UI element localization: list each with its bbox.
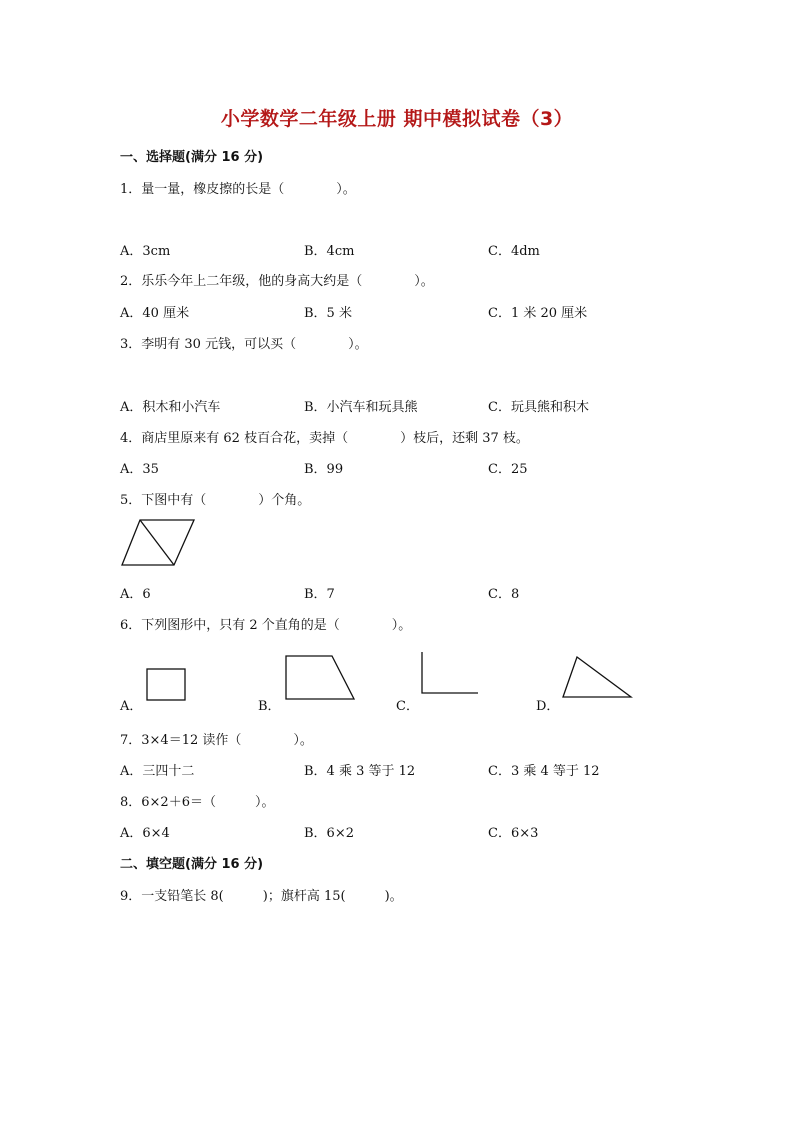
q4-option-a[interactable]: A．35 xyxy=(120,462,159,477)
triangle-figure xyxy=(561,655,635,701)
question-3: 3．李明有 30 元钱，可以买（ ）。 xyxy=(120,337,368,352)
q7-option-c[interactable]: C．3 乘 4 等于 12 xyxy=(488,764,600,779)
q4-option-c[interactable]: C．25 xyxy=(488,462,528,477)
q8-option-b[interactable]: B．6×2 xyxy=(304,826,354,841)
section-heading-choice: 一、选择题(满分 16 分) xyxy=(120,150,264,165)
q6-option-b[interactable]: B． xyxy=(258,699,281,714)
rectangle-figure xyxy=(146,668,188,704)
q4-option-b[interactable]: B．99 xyxy=(304,462,344,477)
q5-option-a[interactable]: A．6 xyxy=(120,587,151,602)
q7-option-a[interactable]: A．三四十二 xyxy=(120,764,195,779)
question-9: 9．一支铅笔长 8( )；旗杆高 15( )。 xyxy=(120,889,403,904)
q7-option-b[interactable]: B．4 乘 3 等于 12 xyxy=(304,764,416,779)
question-2: 2．乐乐今年上二年级，他的身高大约是（ ）。 xyxy=(120,274,434,289)
q6-option-d[interactable]: D． xyxy=(536,699,560,714)
right-angle-figure xyxy=(420,650,482,696)
q3-option-b[interactable]: B．小汽车和玩具熊 xyxy=(304,400,418,415)
q1-option-b[interactable]: B．4cm xyxy=(304,244,355,259)
q2-option-b[interactable]: B．5 米 xyxy=(304,306,352,321)
right-trapezoid-figure xyxy=(284,654,358,702)
question-1: 1．量一量，橡皮擦的长是（ ）。 xyxy=(120,182,356,197)
page-title: 小学数学二年级上册 期中模拟试卷（3） xyxy=(220,108,574,130)
q3-option-a[interactable]: A．积木和小汽车 xyxy=(120,400,221,415)
q5-option-b[interactable]: B．7 xyxy=(304,587,335,602)
question-7: 7．3×4＝12 读作（ ）。 xyxy=(120,733,313,748)
q8-option-c[interactable]: C．6×3 xyxy=(488,826,539,841)
question-8: 8．6×2＋6＝（ ）。 xyxy=(120,795,275,810)
question-6: 6．下列图形中，只有 2 个直角的是（ ）。 xyxy=(120,618,412,633)
q6-option-a[interactable]: A． xyxy=(120,699,143,714)
q6-option-c[interactable]: C． xyxy=(396,699,419,714)
q3-option-c[interactable]: C．玩具熊和积木 xyxy=(488,400,589,415)
question-4: 4．商店里原来有 62 枝百合花，卖掉（ ）枝后，还剩 37 枝。 xyxy=(120,431,529,446)
parallelogram-with-diagonal-figure xyxy=(120,518,196,568)
section-heading-fill-in: 二、填空题(满分 16 分) xyxy=(120,857,264,872)
q8-option-a[interactable]: A．6×4 xyxy=(120,826,170,841)
q1-option-a[interactable]: A．3cm xyxy=(120,244,171,259)
q2-option-c[interactable]: C．1 米 20 厘米 xyxy=(488,306,588,321)
question-5: 5．下图中有（ ）个角。 xyxy=(120,493,311,508)
q5-option-c[interactable]: C．8 xyxy=(488,587,520,602)
q1-option-c[interactable]: C．4dm xyxy=(488,244,540,259)
q2-option-a[interactable]: A．40 厘米 xyxy=(120,306,190,321)
